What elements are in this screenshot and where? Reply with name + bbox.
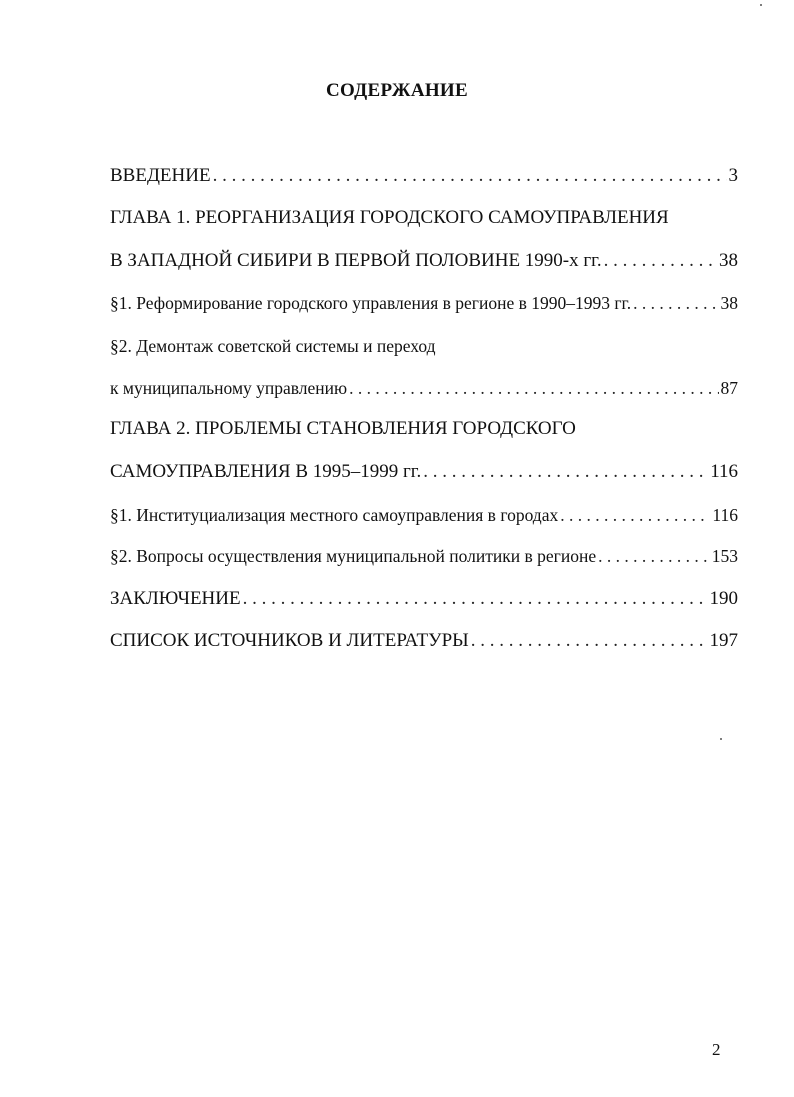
toc-entry-page: 197 bbox=[709, 630, 738, 651]
toc-entry-chapter-1-line-2 bbox=[110, 248, 738, 274]
toc-entry-label: к муниципальному управлению bbox=[110, 378, 348, 398]
toc-entry-introduction bbox=[110, 163, 738, 189]
toc-entry-label: ВВЕДЕНИЕ bbox=[110, 165, 211, 186]
toc-entry-label: ГЛАВА 2. ПРОБЛЕМЫ СТАНОВЛЕНИЯ ГОРОДСКОГО bbox=[110, 418, 576, 439]
page-number: 2 bbox=[712, 1040, 721, 1059]
dot-leader bbox=[243, 586, 708, 612]
toc-entry-page: 38 bbox=[720, 293, 738, 313]
toc-entry-label: СПИСОК ИСТОЧНИКОВ И ЛИТЕРАТУРЫ bbox=[110, 630, 469, 651]
toc-entry-label: САМОУПРАВЛЕНИЯ В 1995–1999 гг. bbox=[110, 461, 422, 482]
toc-entry-page: 153 bbox=[711, 546, 738, 566]
toc-entry-page: 116 bbox=[712, 505, 738, 525]
dot-leader bbox=[471, 628, 708, 654]
toc-entry-section-1-1 bbox=[110, 290, 738, 316]
scan-speck bbox=[760, 4, 762, 6]
dot-leader bbox=[213, 163, 727, 189]
dot-leader bbox=[598, 543, 710, 569]
dot-leader bbox=[560, 502, 710, 528]
toc-entry-section-2-1 bbox=[110, 502, 738, 528]
toc-entry-chapter-2-line-2 bbox=[110, 459, 738, 485]
dot-leader bbox=[423, 459, 708, 485]
dot-leader bbox=[633, 290, 718, 316]
toc-entry-page: 116 bbox=[710, 461, 738, 482]
toc-entry-page: 3 bbox=[728, 165, 738, 186]
dot-leader bbox=[604, 248, 717, 274]
toc-entry-label: ЗАКЛЮЧЕНИЕ bbox=[110, 588, 241, 609]
toc-entry-references bbox=[110, 628, 738, 654]
scan-speck bbox=[720, 738, 722, 740]
toc-entry-label: §2. Вопросы осуществления муниципальной политики в регионе bbox=[110, 546, 597, 566]
page-title: СОДЕРЖАНИЕ bbox=[326, 80, 468, 101]
toc-entry-label: ГЛАВА 1. РЕОРГАНИЗАЦИЯ ГОРОДСКОГО САМОУПРАВЛЕНИЯ bbox=[110, 207, 669, 228]
toc-entry-label: §1. Институциализация местного самоуправления в городах bbox=[110, 505, 559, 525]
toc-entry-label: В ЗАПАДНОЙ СИБИРИ В ПЕРВОЙ ПОЛОВИНЕ 1990-х гг. bbox=[110, 250, 602, 271]
toc-entry-section-1-2-line-1 bbox=[110, 333, 738, 359]
table-of-contents bbox=[110, 0, 738, 700]
toc-entry-label: §1. Реформирование городского управления в регионе в 1990–1993 гг. bbox=[110, 293, 632, 313]
toc-entry-conclusion bbox=[110, 586, 738, 612]
toc-entry-label: §2. Демонтаж советской системы и переход bbox=[110, 336, 436, 356]
toc-entry-section-1-2-line-2 bbox=[110, 375, 738, 401]
toc-entry-chapter-1-line-1 bbox=[110, 205, 738, 231]
toc-entry-page: 190 bbox=[709, 588, 738, 609]
toc-entry-section-2-2 bbox=[110, 543, 738, 569]
toc-entry-chapter-2-line-1 bbox=[110, 416, 738, 442]
toc-entry-page: 87 bbox=[720, 378, 738, 398]
dot-leader bbox=[349, 375, 718, 401]
toc-entry-page: 38 bbox=[719, 250, 738, 271]
